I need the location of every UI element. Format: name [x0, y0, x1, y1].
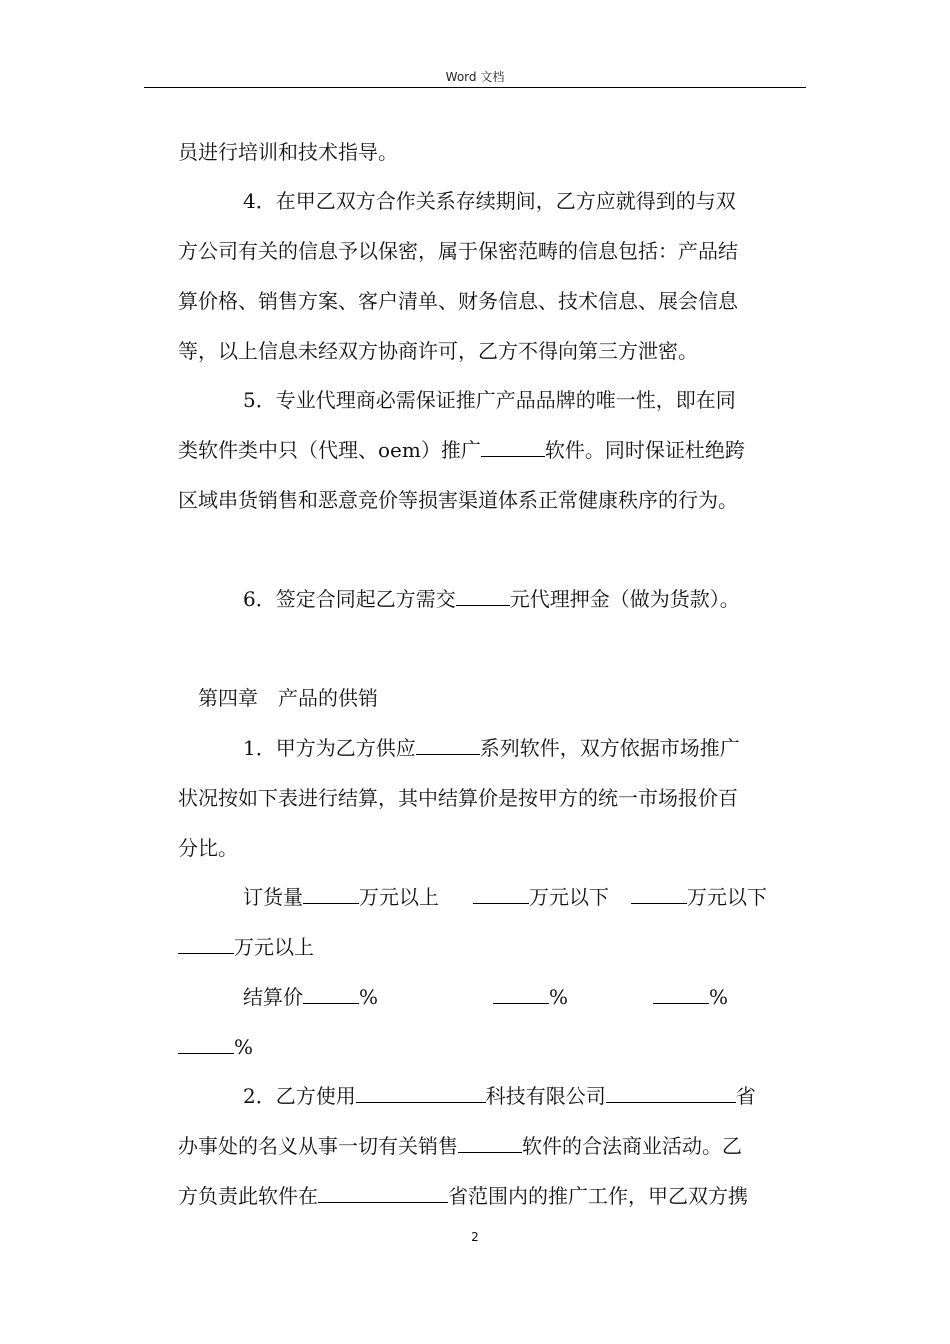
table-cell: 万元以上 [234, 935, 314, 959]
text-line [178, 138, 808, 166]
text: 省范围内的推广工作，甲乙双方携 [448, 1184, 748, 1208]
text: 区域串货销售和恶意竞价等损害渠道体系正常健康秩序的行为。 [178, 488, 738, 512]
text: 方负责此软件在 [178, 1184, 318, 1208]
table-cell-wrap [653, 983, 753, 1011]
document-header: Word 文档 [445, 70, 505, 84]
table-row-order [243, 883, 808, 911]
chapter-heading [198, 684, 828, 712]
text-line [178, 1132, 808, 1160]
blank-underline [481, 438, 545, 457]
text: 办事处的名义从事一切有关销售 [178, 1134, 458, 1158]
table-cell: 万元以下 [529, 885, 609, 909]
table-cell: % [709, 985, 729, 1009]
text: 省 [735, 1084, 756, 1108]
text-line [243, 386, 873, 414]
text: 系列软件，双方依据市场推广 [479, 736, 740, 760]
text: 状况按如下表进行结算，其中结算价是按甲方的统一市场报价百 [178, 786, 738, 810]
blank-underline [631, 885, 687, 904]
text: 软件的合法商业活动。乙 [522, 1134, 742, 1158]
text-line [178, 784, 808, 812]
blank-underline [456, 587, 510, 606]
blank-underline [473, 885, 529, 904]
blank-underline [303, 885, 359, 904]
blank-underline [178, 935, 234, 954]
blank-underline [318, 1184, 448, 1203]
text: 元代理押金（做为货款）。 [509, 587, 740, 611]
blank-underline [416, 736, 480, 755]
text: 第四章 产品的供销 [198, 686, 378, 710]
text: 2．乙方使用 [243, 1084, 356, 1108]
table-row-order-cont [178, 933, 808, 961]
table-label: 订货量 [243, 885, 303, 909]
text: 算价格、销售方案、客户清单、财务信息、技术信息、展会信息 [178, 289, 738, 313]
header-rule [144, 87, 806, 88]
text-line [178, 1182, 808, 1210]
text-line [243, 1082, 873, 1110]
text-line [178, 337, 808, 365]
text-line [178, 287, 808, 315]
page-number: 2 [471, 1230, 479, 1244]
text: 等，以上信息未经双方协商许可，乙方不得向第三方泄密。 [178, 339, 698, 363]
table-cell: % [234, 1035, 254, 1059]
text: 6．签定合同起乙方需交 [243, 587, 456, 611]
table-row-price-cont [178, 1033, 808, 1061]
text: 类软件类中只（代理、oem）推广 [178, 438, 481, 462]
text: 方公司有关的信息予以保密，属于保密范畴的信息包括：产品结 [178, 239, 738, 263]
table-cell: % [359, 985, 379, 1009]
table-cell-wrap [493, 983, 593, 1011]
text: 员进行培训和技术指导。 [178, 140, 398, 164]
blank-underline [303, 985, 359, 1004]
table-cell: % [549, 985, 569, 1009]
text-line [178, 834, 808, 862]
text: 分比。 [178, 836, 238, 860]
text-line [178, 486, 808, 514]
blank-underline [356, 1084, 486, 1103]
table-cell: 万元以下 [687, 885, 767, 909]
blank-underline [653, 985, 709, 1004]
blank-underline [606, 1084, 736, 1103]
blank-underline [178, 1035, 234, 1054]
blank-underline [493, 985, 549, 1004]
text: 5．专业代理商必需保证推广产品品牌的唯一性，即在同 [243, 388, 736, 412]
table-cell: 万元以上 [359, 885, 439, 909]
table-label: 结算价 [243, 985, 303, 1009]
text: 1．甲方为乙方供应 [243, 736, 416, 760]
text-line [243, 187, 873, 215]
text-line [243, 734, 873, 762]
text-line [243, 585, 873, 613]
blank-underline [458, 1134, 522, 1153]
text-line [178, 237, 808, 265]
text: 软件。同时保证杜绝跨 [544, 438, 745, 462]
text-line [178, 436, 808, 464]
text: 科技有限公司 [485, 1084, 606, 1108]
text: 4．在甲乙双方合作关系存续期间，乙方应就得到的与双 [243, 189, 736, 213]
